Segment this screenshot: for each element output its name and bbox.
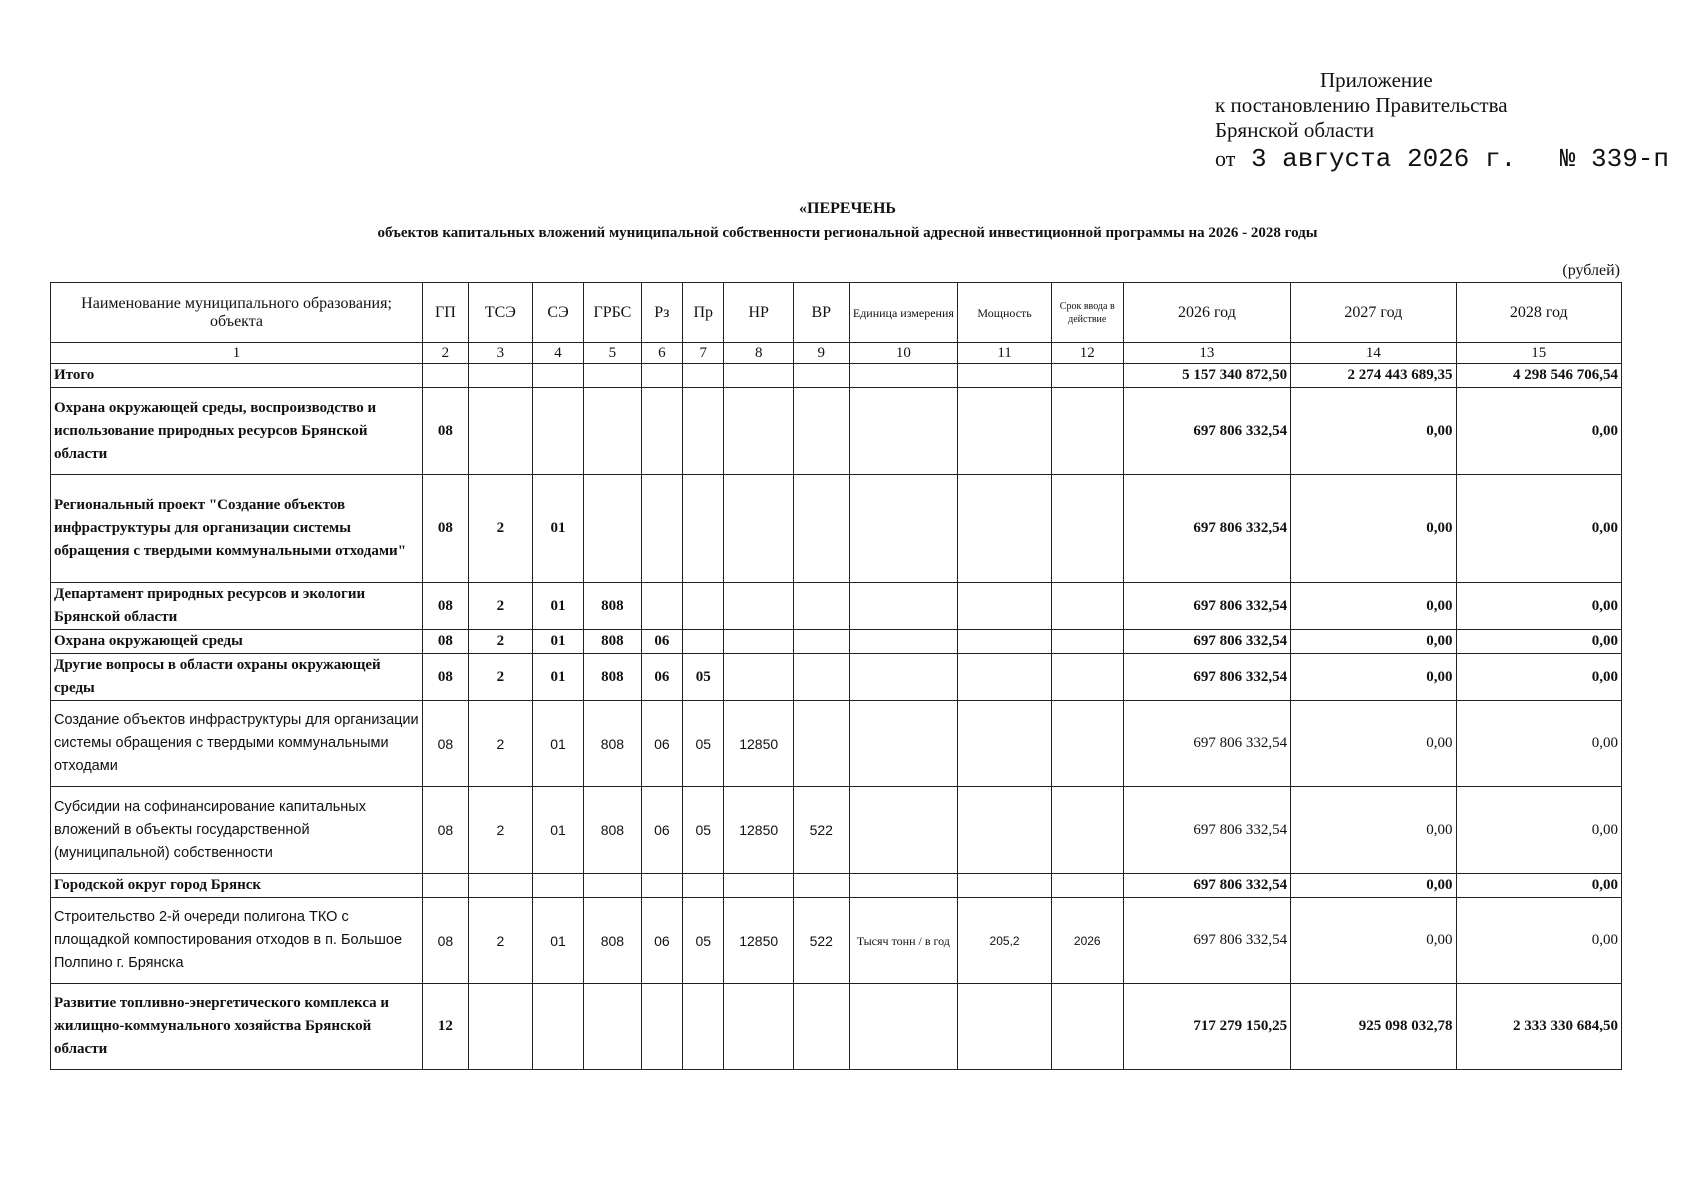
- header-cell: НР: [724, 283, 794, 343]
- table-cell: [958, 630, 1052, 654]
- table-cell: [849, 701, 958, 787]
- table-cell: 697 806 332,54: [1123, 654, 1291, 701]
- row-name-cell: Департамент природных ресурсов и экологии Брянской области: [51, 583, 423, 630]
- column-index-cell: 9: [794, 343, 849, 364]
- table-cell: [794, 984, 849, 1070]
- table-cell: 08: [423, 475, 469, 583]
- table-cell: 717 279 150,25: [1123, 984, 1291, 1070]
- table-cell: [724, 984, 794, 1070]
- table-cell: [1051, 475, 1123, 583]
- table-row: [51, 388, 1622, 475]
- table-cell: [849, 388, 958, 475]
- table-cell: [641, 984, 682, 1070]
- table-cell: [532, 388, 583, 475]
- table-cell: 2: [468, 630, 532, 654]
- table-cell: 697 806 332,54: [1123, 388, 1291, 475]
- column-index-cell: 6: [641, 343, 682, 364]
- table-cell: [641, 388, 682, 475]
- table-cell: 12: [423, 984, 469, 1070]
- row-name-cell: Развитие топливно-энергетического комплекса и жилищно-коммунального хозяйства Брянской области: [51, 984, 423, 1070]
- table-cell: [683, 364, 724, 388]
- table-cell: 522: [794, 898, 849, 984]
- table-cell: 0,00: [1291, 630, 1456, 654]
- table-cell: 2 274 443 689,35: [1291, 364, 1456, 388]
- table-cell: [724, 630, 794, 654]
- column-index-cell: 12: [1051, 343, 1123, 364]
- table-cell: [584, 364, 642, 388]
- table-cell: 12850: [724, 898, 794, 984]
- table-cell: 0,00: [1291, 701, 1456, 787]
- table-cell: Тысяч тонн / в год: [849, 898, 958, 984]
- table-cell: [584, 475, 642, 583]
- table-cell: 08: [423, 583, 469, 630]
- table-cell: [724, 583, 794, 630]
- table-cell: 05: [683, 701, 724, 787]
- table-cell: [1051, 701, 1123, 787]
- appendix-resolution: к постановлению Правительства: [1215, 93, 1508, 117]
- header-cell: 2026 год: [1123, 283, 1291, 343]
- table-cell: [794, 475, 849, 583]
- table-row: [51, 364, 1622, 388]
- table-cell: 0,00: [1456, 388, 1621, 475]
- document-subtitle: объектов капитальных вложений муниципальной собственности региональной адресной инвестиционной программы на 2026 - 2028 годы: [377, 225, 1318, 241]
- table-cell: [724, 475, 794, 583]
- table-cell: [958, 787, 1052, 874]
- table-cell: [958, 654, 1052, 701]
- table-cell: 06: [641, 898, 682, 984]
- table-cell: [958, 388, 1052, 475]
- table-cell: [584, 874, 642, 898]
- table-cell: 0,00: [1456, 787, 1621, 874]
- table-cell: 08: [423, 630, 469, 654]
- column-index-cell: 14: [1291, 343, 1456, 364]
- table-row: [51, 583, 1622, 630]
- header-cell: Наименование муниципального образования; объекта: [51, 283, 423, 343]
- table-cell: [1051, 654, 1123, 701]
- table-cell: [794, 388, 849, 475]
- header-cell: Рз: [641, 283, 682, 343]
- table-cell: 808: [584, 787, 642, 874]
- table-cell: [794, 654, 849, 701]
- column-index-cell: 11: [958, 343, 1052, 364]
- appendix-region: Брянской области: [1215, 118, 1375, 142]
- table-cell: 08: [423, 787, 469, 874]
- row-name-cell: Создание объектов инфраструктуры для организации системы обращения с твердыми коммунальными отходами: [51, 701, 423, 787]
- header-cell: ТСЭ: [468, 283, 532, 343]
- table-cell: [641, 364, 682, 388]
- table-cell: [724, 364, 794, 388]
- table-cell: [849, 583, 958, 630]
- table-cell: [1051, 630, 1123, 654]
- table-cell: [958, 874, 1052, 898]
- column-index-cell: 8: [724, 343, 794, 364]
- table-cell: [724, 388, 794, 475]
- table-cell: 522: [794, 787, 849, 874]
- column-index-cell: 7: [683, 343, 724, 364]
- table-cell: [1051, 388, 1123, 475]
- row-name-cell: Другие вопросы в области охраны окружающей среды: [51, 654, 423, 701]
- appendix-date-line: [1215, 146, 1669, 172]
- investment-table: [50, 282, 1622, 1070]
- table-cell: 05: [683, 898, 724, 984]
- table-row: [51, 701, 1622, 787]
- date-prefix: от: [1215, 146, 1236, 171]
- column-index-cell: 4: [532, 343, 583, 364]
- column-index-cell: 3: [468, 343, 532, 364]
- table-cell: [641, 583, 682, 630]
- header-cell: ВР: [794, 283, 849, 343]
- table-cell: [468, 364, 532, 388]
- table-cell: [683, 583, 724, 630]
- table-cell: 808: [584, 898, 642, 984]
- table-cell: 01: [532, 630, 583, 654]
- table-cell: [1051, 583, 1123, 630]
- header-row: [51, 283, 1622, 343]
- table-cell: [794, 874, 849, 898]
- table-cell: [1051, 874, 1123, 898]
- header-cell: Единица измерения: [849, 283, 958, 343]
- table-cell: [683, 630, 724, 654]
- table-cell: [584, 388, 642, 475]
- table-cell: [1051, 787, 1123, 874]
- table-cell: 697 806 332,54: [1123, 583, 1291, 630]
- table-cell: [641, 475, 682, 583]
- table-cell: [794, 701, 849, 787]
- table-cell: [794, 630, 849, 654]
- resolution-date: 3 августа 2026 г.: [1250, 144, 1517, 174]
- table-row: [51, 475, 1622, 583]
- table-cell: [724, 654, 794, 701]
- table-cell: 0,00: [1291, 654, 1456, 701]
- row-name-cell: Охрана окружающей среды: [51, 630, 423, 654]
- row-name-cell: Городской округ город Брянск: [51, 874, 423, 898]
- table-cell: 0,00: [1291, 583, 1456, 630]
- table-cell: [794, 583, 849, 630]
- table-cell: 08: [423, 898, 469, 984]
- table-cell: 06: [641, 787, 682, 874]
- table-cell: [794, 364, 849, 388]
- table-cell: [683, 874, 724, 898]
- table-cell: [958, 583, 1052, 630]
- table-cell: 2: [468, 475, 532, 583]
- column-index-cell: 5: [584, 343, 642, 364]
- table-cell: [683, 388, 724, 475]
- table-cell: 05: [683, 654, 724, 701]
- table-cell: [849, 475, 958, 583]
- table-cell: 01: [532, 701, 583, 787]
- table-cell: [532, 364, 583, 388]
- table-cell: 01: [532, 898, 583, 984]
- table-cell: [468, 874, 532, 898]
- table-cell: [849, 787, 958, 874]
- table-cell: 2: [468, 654, 532, 701]
- table-cell: [584, 984, 642, 1070]
- table-cell: [849, 654, 958, 701]
- table-cell: [849, 364, 958, 388]
- header-cell: ГРБС: [584, 283, 642, 343]
- table-cell: [468, 984, 532, 1070]
- header-cell: 2028 год: [1456, 283, 1621, 343]
- table-cell: 08: [423, 388, 469, 475]
- table-cell: 2: [468, 898, 532, 984]
- table-row: [51, 874, 1622, 898]
- table-cell: 2: [468, 787, 532, 874]
- row-name-cell: Итого: [51, 364, 423, 388]
- table-cell: 06: [641, 630, 682, 654]
- table-cell: 0,00: [1456, 701, 1621, 787]
- table-cell: 697 806 332,54: [1123, 701, 1291, 787]
- column-index-cell: 2: [423, 343, 469, 364]
- table-cell: 0,00: [1456, 654, 1621, 701]
- table-cell: 01: [532, 787, 583, 874]
- table-cell: [849, 984, 958, 1070]
- table-cell: 808: [584, 630, 642, 654]
- table-cell: 01: [532, 475, 583, 583]
- table-cell: 01: [532, 583, 583, 630]
- header-cell: Мощность: [958, 283, 1052, 343]
- table-cell: 2: [468, 583, 532, 630]
- table-cell: 697 806 332,54: [1123, 630, 1291, 654]
- table-cell: [641, 874, 682, 898]
- table-cell: 0,00: [1456, 583, 1621, 630]
- units-label: (рублей): [1562, 262, 1620, 279]
- document-title: «ПЕРЕЧЕНЬ: [799, 200, 896, 217]
- table-cell: 06: [641, 701, 682, 787]
- table-cell: 0,00: [1291, 475, 1456, 583]
- table-cell: 4 298 546 706,54: [1456, 364, 1621, 388]
- header-cell: ГП: [423, 283, 469, 343]
- table-cell: 808: [584, 654, 642, 701]
- table-cell: 697 806 332,54: [1123, 898, 1291, 984]
- table-cell: 01: [532, 654, 583, 701]
- table-cell: 0,00: [1456, 475, 1621, 583]
- table-cell: [849, 874, 958, 898]
- header-cell: СЭ: [532, 283, 583, 343]
- table-cell: 08: [423, 654, 469, 701]
- header-cell: 2027 год: [1291, 283, 1456, 343]
- table-cell: [958, 475, 1052, 583]
- table-cell: [1051, 364, 1123, 388]
- table-cell: [958, 984, 1052, 1070]
- table-cell: 0,00: [1291, 787, 1456, 874]
- resolution-number: № 339-п: [1559, 144, 1670, 174]
- table-cell: 808: [584, 701, 642, 787]
- table-cell: 0,00: [1291, 898, 1456, 984]
- table-cell: [958, 364, 1052, 388]
- table-cell: 06: [641, 654, 682, 701]
- table-cell: 925 098 032,78: [1291, 984, 1456, 1070]
- table-cell: 2026: [1051, 898, 1123, 984]
- table-cell: 5 157 340 872,50: [1123, 364, 1291, 388]
- table-cell: 0,00: [1291, 388, 1456, 475]
- table-cell: 0,00: [1456, 874, 1621, 898]
- table-cell: 2: [468, 701, 532, 787]
- row-name-cell: Строительство 2-й очереди полигона ТКО с площадкой компостирования отходов в п. Большое Полпино г. Брянска: [51, 898, 423, 984]
- table-cell: [849, 630, 958, 654]
- table-cell: 05: [683, 787, 724, 874]
- table-cell: [468, 388, 532, 475]
- table-cell: [683, 984, 724, 1070]
- row-name-cell: Субсидии на софинансирование капитальных вложений в объекты государственной (муниципальной) собственности: [51, 787, 423, 874]
- table-cell: 697 806 332,54: [1123, 874, 1291, 898]
- table-cell: 0,00: [1456, 898, 1621, 984]
- table-cell: 08: [423, 701, 469, 787]
- table-row: [51, 654, 1622, 701]
- table-cell: [1051, 984, 1123, 1070]
- table-row: [51, 630, 1622, 654]
- table-cell: 2 333 330 684,50: [1456, 984, 1621, 1070]
- header-cell: Срок ввода в действие: [1051, 283, 1123, 343]
- table-cell: 808: [584, 583, 642, 630]
- table-cell: 12850: [724, 787, 794, 874]
- table-row: [51, 984, 1622, 1070]
- row-name-cell: Региональный проект "Создание объектов инфраструктуры для организации системы обращения с твердыми коммунальными отходами": [51, 475, 423, 583]
- column-index-row: [51, 343, 1622, 364]
- row-name-cell: Охрана окружающей среды, воспроизводство и использование природных ресурсов Брянской области: [51, 388, 423, 475]
- table-row: [51, 898, 1622, 984]
- appendix-block: [1215, 68, 1669, 172]
- table-cell: 12850: [724, 701, 794, 787]
- appendix-label: Приложение: [1320, 68, 1433, 92]
- table-cell: [958, 701, 1052, 787]
- table-cell: 697 806 332,54: [1123, 475, 1291, 583]
- table-cell: 0,00: [1456, 630, 1621, 654]
- table-cell: [683, 475, 724, 583]
- table-cell: [423, 874, 469, 898]
- column-index-cell: 10: [849, 343, 958, 364]
- column-index-cell: 13: [1123, 343, 1291, 364]
- table-cell: [532, 984, 583, 1070]
- column-index-cell: 1: [51, 343, 423, 364]
- header-cell: Пр: [683, 283, 724, 343]
- table-cell: [423, 364, 469, 388]
- column-index-cell: 15: [1456, 343, 1621, 364]
- table-cell: 205,2: [958, 898, 1052, 984]
- table-cell: [532, 874, 583, 898]
- table-row: [51, 787, 1622, 874]
- table-cell: 697 806 332,54: [1123, 787, 1291, 874]
- table-cell: [724, 874, 794, 898]
- table-cell: 0,00: [1291, 874, 1456, 898]
